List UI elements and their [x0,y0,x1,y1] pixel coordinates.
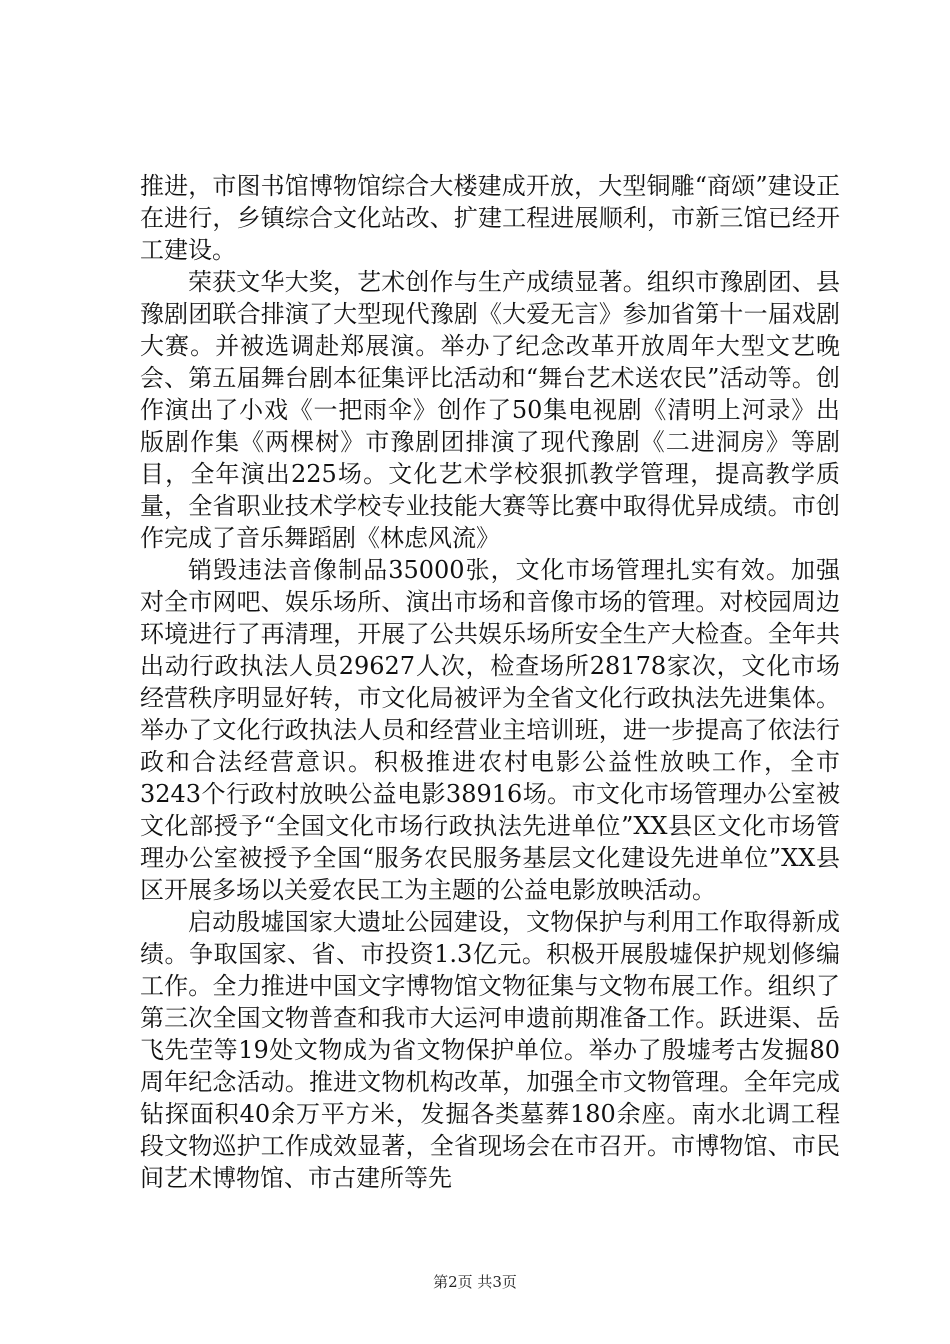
paragraph-2: 荣获文华大奖，艺术创作与生产成绩显著。组织市豫剧团、县豫剧团联合排演了大型现代豫剧《大爱无言》参加省第十一届戏剧大赛。并被选调赴郑展演。举办了纪念改革开放周年大型文艺晚会、第五届舞台剧本征集评比活动和“舞台艺术送农民”活动等。创作演出了小戏《一把雨伞》创作了50集电视剧《清明上河录》出版剧作集《两棵树》市豫剧团排演了现代豫剧《二进洞房》等剧目，全年演出225场。文化艺术学校狠抓教学管理，提高教学质量，全省职业技术学校专业技能大赛等比赛中取得优异成绩。市创作完成了音乐舞蹈剧《林虑风流》 [140,268,840,552]
paragraph-3: 销毁违法音像制品35000张，文化市场管理扎实有效。加强对全市网吧、娱乐场所、演出市场和音像市场的管理。对校园周边环境进行了再清理，开展了公共娱乐场所安全生产大检查。全年共出动行政执法人员29627人次，检查场所28178家次，文化市场经营秩序明显好转，市文化局被评为全省文化行政执法先进集体。举办了文化行政执法人员和经营业主培训班，进一步提高了依法行政和合法经营意识。积极推进农村电影公益性放映工作，全市3243个行政村放映公益电影38916场。市文化市场管理办公室被文化部授予“全国文化市场行政执法先进单位”XX县区文化市场管理办公室被授予全国“服务农民服务基层文化建设先进单位”XX县区开展多场以关爱农民工为主题的公益电影放映活动。 [140,556,840,904]
paragraph-4: 启动殷墟国家大遗址公园建设，文物保护与利用工作取得新成绩。争取国家、省、市投资1.3亿元。积极开展殷墟保护规划修编工作。全力推进中国文字博物馆文物征集与文物布展工作。组织了第三次全国文物普查和我市大运河申遗前期准备工作。跃进渠、岳飞先茔等19处文物成为省文物保护单位。举办了殷墟考古发掘80周年纪念活动。推进文物机构改革，加强全市文物管理。全年完成钻探面积40余万平方米，发掘各类墓葬180余座。南水北调工程段文物巡护工作成效显著，全省现场会在市召开。市博物馆、市民间艺术博物馆、市古建所等先 [140,908,840,1192]
paragraph-1: 推进，市图书馆博物馆综合大楼建成开放，大型铜雕“商颂”建设正在进行，乡镇综合文化站改、扩建工程进展顺利，市新三馆已经开工建设。 [140,172,840,264]
page-footer: 第2页 共3页 [433,1273,517,1291]
document-body [140,170,840,1194]
